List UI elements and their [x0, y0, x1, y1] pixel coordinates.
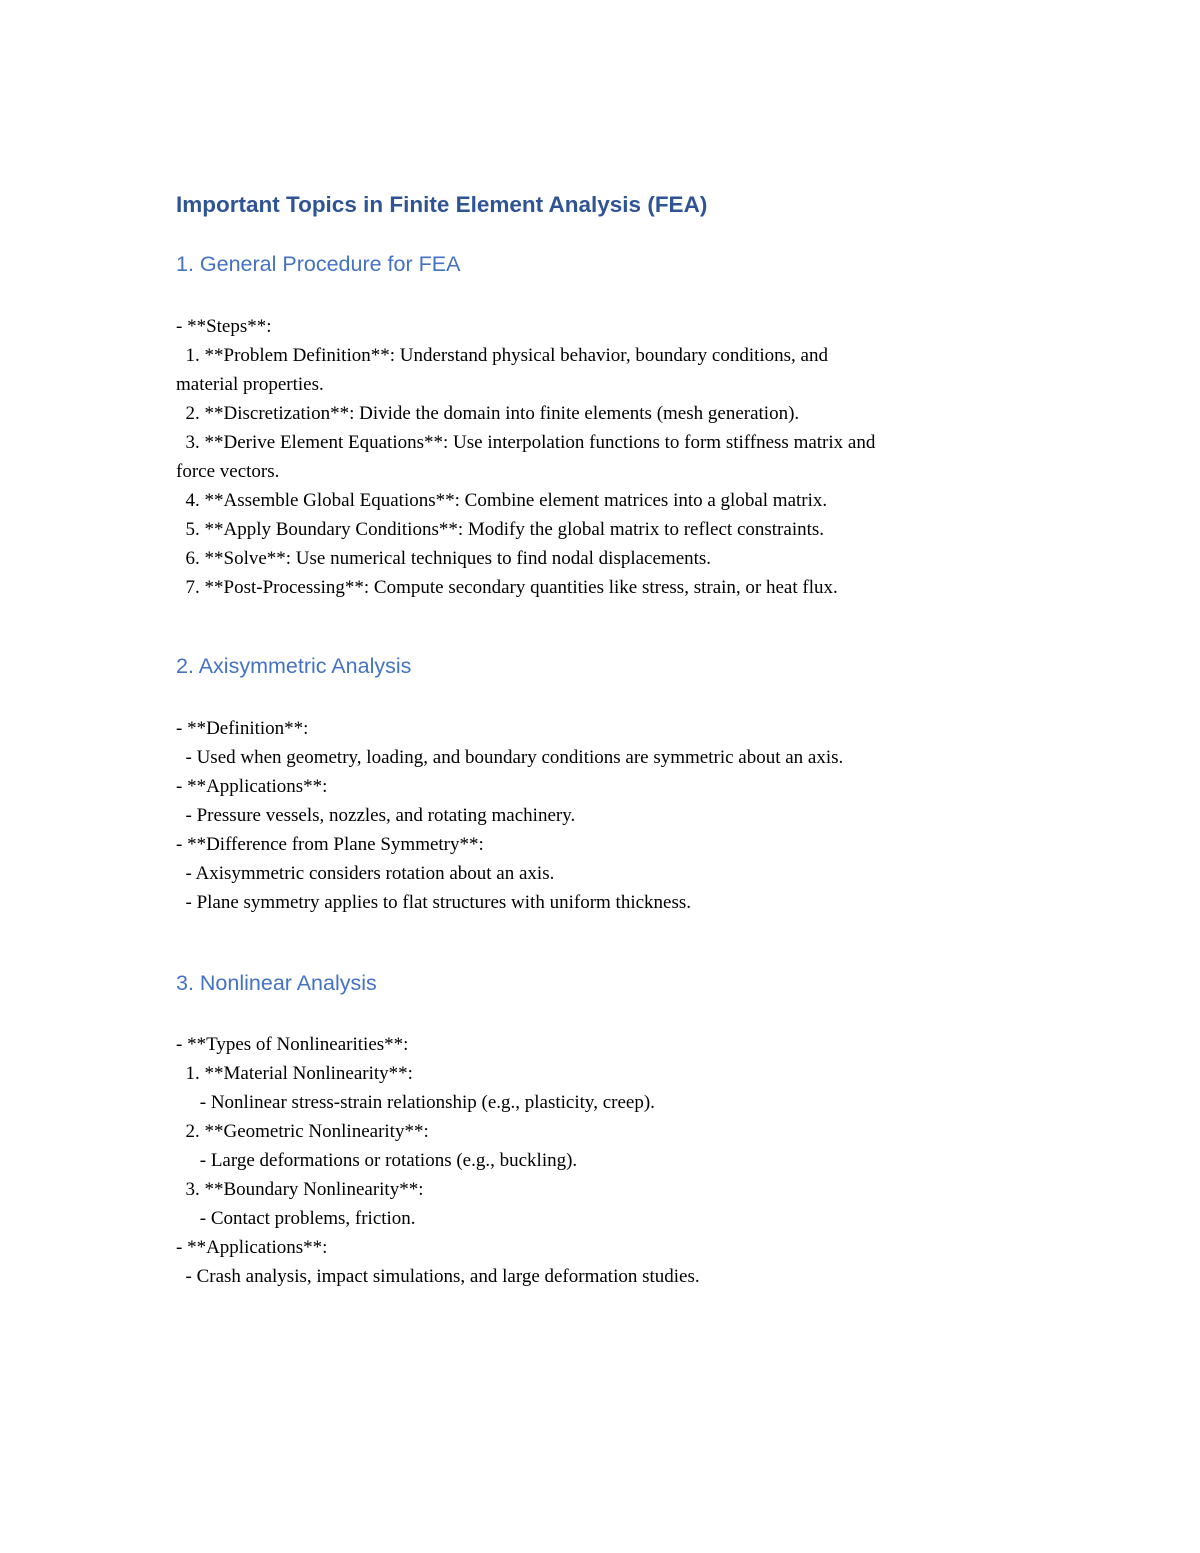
- body-line: 1. **Problem Definition**: Understand physical behavior, boundary conditions, and: [176, 345, 828, 366]
- body-line: material properties.: [176, 374, 324, 395]
- body-line: - Plane symmetry applies to flat structures with uniform thickness.: [176, 892, 692, 913]
- body-line: 2. **Geometric Nonlinearity**:: [176, 1121, 429, 1142]
- body-line: 4. **Assemble Global Equations**: Combine element matrices into a global matrix.: [176, 490, 828, 511]
- body-line: 3. **Boundary Nonlinearity**:: [176, 1179, 424, 1200]
- body-line: 1. **Material Nonlinearity**:: [176, 1063, 413, 1084]
- section-heading: 2. Axisymmetric Analysis: [176, 654, 412, 678]
- body-line: 2. **Discretization**: Divide the domain into finite elements (mesh generation).: [176, 403, 800, 424]
- body-line: - Contact problems, friction.: [176, 1208, 416, 1229]
- section-heading: 3. Nonlinear Analysis: [176, 971, 377, 995]
- body-line: 5. **Apply Boundary Conditions**: Modify the global matrix to reflect constraints.: [176, 519, 825, 540]
- body-line: - Pressure vessels, nozzles, and rotating machinery.: [176, 805, 576, 826]
- body-line: 7. **Post-Processing**: Compute secondary quantities like stress, strain, or heat flux.: [176, 577, 838, 598]
- body-line: - **Steps**:: [176, 316, 272, 337]
- document-title: Important Topics in Finite Element Analysis (FEA): [176, 192, 708, 217]
- body-line: - Used when geometry, loading, and boundary conditions are symmetric about an axis.: [176, 747, 844, 768]
- body-line: - Large deformations or rotations (e.g., buckling).: [176, 1150, 578, 1171]
- body-line: force vectors.: [176, 461, 280, 482]
- section-heading: 1. General Procedure for FEA: [176, 252, 461, 276]
- body-line: - **Types of Nonlinearities**:: [176, 1034, 409, 1055]
- body-line: 3. **Derive Element Equations**: Use interpolation functions to form stiffness matrix and: [176, 432, 876, 453]
- body-line: - Nonlinear stress-strain relationship (e.g., plasticity, creep).: [176, 1092, 655, 1113]
- body-line: - **Definition**:: [176, 718, 309, 739]
- body-line: - **Applications**:: [176, 776, 328, 797]
- body-line: 6. **Solve**: Use numerical techniques to find nodal displacements.: [176, 548, 712, 569]
- body-line: - Axisymmetric considers rotation about an axis.: [176, 863, 555, 884]
- body-line: - Crash analysis, impact simulations, and large deformation studies.: [176, 1266, 700, 1287]
- body-line: - **Difference from Plane Symmetry**:: [176, 834, 484, 855]
- body-line: - **Applications**:: [176, 1237, 328, 1258]
